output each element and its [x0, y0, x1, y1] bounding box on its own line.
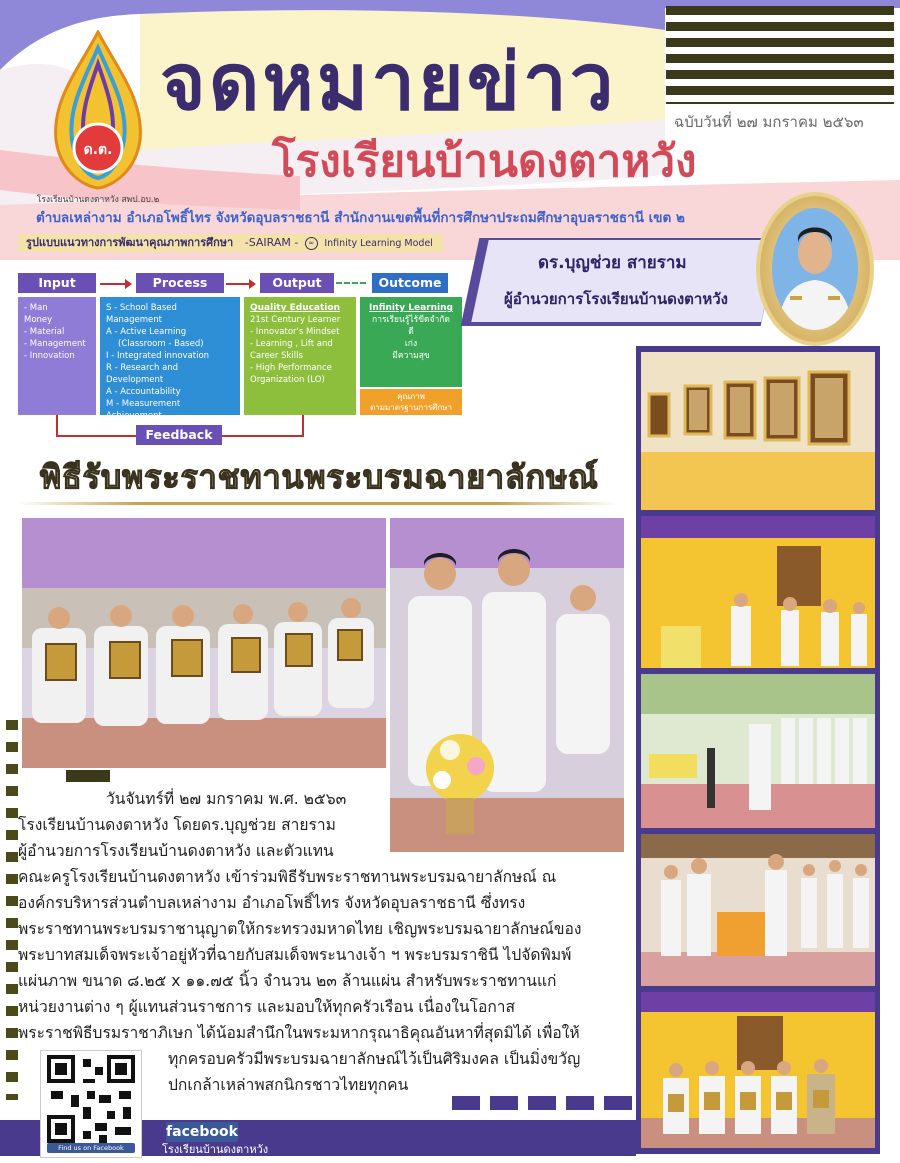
model-name: -SAIRAM - [244, 236, 299, 249]
outcome-item: การเรียนรู้ไร้ขีดจำกัด [372, 315, 450, 325]
article-line: ปกเกล้าเหล่าพสกนิกรชาวไทยทุกคน [168, 1076, 409, 1094]
article-line: พระราชทานพระบรมราชานุญาตให้กระทรวงมหาดไทย เชิญพระบรมฉายาลักษณ์ของ [18, 920, 582, 938]
feedback-box: Feedback [136, 425, 222, 445]
side-photo-presentation [641, 834, 875, 986]
left-decoration [6, 720, 18, 1100]
outcome-bottom: ตามมาตรฐานการศึกษา [370, 403, 452, 412]
article-line: หน่วยงานต่าง ๆ ผู้แทนส่วนราชการ และมอบให้ทุกครัวเรือน เนื่องในโอกาส [18, 998, 516, 1016]
process-item: S - School Based Management [106, 303, 177, 325]
arrow-process-output [226, 283, 254, 285]
ceremony-photo-standing [390, 518, 624, 852]
issue-date: ฉบับวันที่ ๒๗ มกราคม ๒๕๖๓ [674, 113, 864, 131]
logo-initials: ด.ต. [83, 142, 113, 158]
principal-role: ผู้อำนวยการโรงเรียนบ้านดงตาหวัง [504, 290, 728, 308]
side-photo-stage [641, 516, 875, 668]
input-header: Input [18, 273, 96, 293]
logo-ring-text: โรงเรียนบ้านดงตาหวัง สพป.อบ.๒ [36, 195, 160, 205]
arrow-input-process [100, 283, 130, 285]
output-item: Organization (LO) [250, 375, 325, 385]
model-diagram [0, 0, 470, 450]
principal-portrait [772, 208, 858, 330]
school-address: ตำบลเหล่างาม อำเภอโพธิ์ไทร จังหวัดอุบลราชธานี สำนักงานเขตพื้นที่การศึกษาประถมศึกษาอุบลราชธานี เขต ๒ [36, 210, 685, 226]
outcome-bottom: คุณภาพ [397, 392, 425, 401]
side-photo-portraits [641, 352, 875, 510]
facebook-find-badge [47, 1143, 135, 1153]
output-item: - Learning , Lift and [250, 339, 333, 349]
qr-card [40, 1050, 142, 1158]
photo-column [636, 346, 880, 1154]
process-box [100, 297, 240, 421]
input-item: Money [24, 315, 53, 325]
article-line: ทุกครอบครัวมีพระบรมฉายาลักษณ์ไว้เป็นศิริมงคล เป็นมิ่งขวัญ [168, 1050, 581, 1068]
outcome-header: Outcome [372, 273, 448, 293]
outcome-item: ดี [408, 327, 414, 337]
outcome-item: เก่ง [404, 339, 418, 349]
input-item: - Material [24, 327, 65, 337]
output-item: Career Skills [250, 351, 303, 361]
newsletter-title: จดหมายข่าว [160, 38, 617, 128]
article-line: วันจันทร์ที่ ๒๗ มกราคม พ.ศ. ๒๕๖๓ [106, 790, 347, 808]
header-stripes [666, 6, 894, 104]
output-item: - High Performance [250, 363, 332, 373]
outcome-box [360, 297, 462, 387]
output-item: - Innovator's Mindset [250, 327, 340, 337]
side-photo-podium [641, 674, 875, 828]
qr-caption: Find us on Facebook [58, 1144, 124, 1152]
process-item: M - Measurement Achievement [106, 399, 181, 421]
output-item: 21st Century Learner [250, 315, 341, 325]
outcome-item: มีความสุข [392, 351, 430, 361]
process-header: Process [136, 273, 224, 293]
article-line: ผู้อำนวยการโรงเรียนบ้านดงตาหวัง และตัวแทน [18, 842, 334, 860]
facebook-link[interactable] [162, 1122, 268, 1158]
photo-caption-bar [66, 770, 110, 782]
qr-code [47, 1055, 135, 1143]
article-line: คณะครูโรงเรียนบ้านดงตาหวัง เข้าร่วมพิธีรับพระราชทานพระบรมฉายาลักษณ์ ณ [18, 868, 557, 886]
model-label: รูปแบบแนวทางการพัฒนาคุณภาพการศึกษา [26, 236, 234, 249]
output-heading: Quality Education [250, 303, 340, 313]
outcome-heading: Infinity Learning [369, 303, 453, 313]
article-line: แผ่นภาพ ขนาด ๘.๒๕ x ๑๑.๗๕ นิ้ว จำนวน ๒๓ ล้านแผ่น สำหรับพระราชทานแก่ [18, 972, 557, 990]
article-line: พระราชพิธีบรมราชาภิเษก ได้น้อมสำนึกในพระมหากรุณาธิคุณอันหาที่สุดมิได้ เพื่อให้ [18, 1024, 580, 1042]
process-item: (Classroom - Based) [118, 339, 204, 349]
input-box [18, 297, 96, 415]
footer-decoration [452, 1096, 634, 1110]
ceremony-title: พิธีรับพระราชทานพระบรมฉายาลักษณ์ [40, 458, 599, 496]
output-header: Output [260, 273, 334, 293]
arrow-output-outcome [336, 282, 366, 284]
side-photo-group [641, 992, 875, 1148]
article-line: พระบาทสมเด็จพระเจ้าอยู่หัวที่ฉายกับสมเด็จพระนางเจ้า ฯ พระบรมราชินี ไปจัดพิมพ์ [18, 946, 572, 964]
process-item: A - Accountability [106, 387, 181, 397]
input-item: - Management [24, 339, 86, 349]
process-item: A - Active Learning [106, 327, 187, 337]
process-item: I - Integrated innovation [106, 351, 210, 361]
process-item: R - Research and Development [106, 363, 179, 385]
ceremony-photo-seated [22, 518, 386, 768]
model-tagline: Infinity Learning Model [324, 238, 433, 249]
article-line: องค์กรบริหารส่วนตำบลเหล่างาม อำเภอโพธิ์ไทร จังหวัดอุบลราชธานี ซึ่งทรง [18, 894, 526, 912]
principal-name: ดร.บุญช่วย สายราม [538, 253, 687, 273]
input-item: - Innovation [24, 351, 75, 361]
output-box [244, 297, 356, 415]
article-line: โรงเรียนบ้านดงตาหวัง โดยดร.บุญช่วย สายราม [18, 816, 336, 834]
outcome-quality-box [360, 389, 462, 415]
input-item: - Man [24, 303, 48, 313]
facebook-logo: facebook [166, 1124, 238, 1140]
title-divider [18, 502, 618, 505]
school-name-title: โรงเรียนบ้านดงตาหวัง [272, 136, 697, 187]
infinity-icon: ∞ [305, 237, 318, 250]
facebook-page-name: โรงเรียนบ้านดงตาหวัง [162, 1143, 269, 1156]
